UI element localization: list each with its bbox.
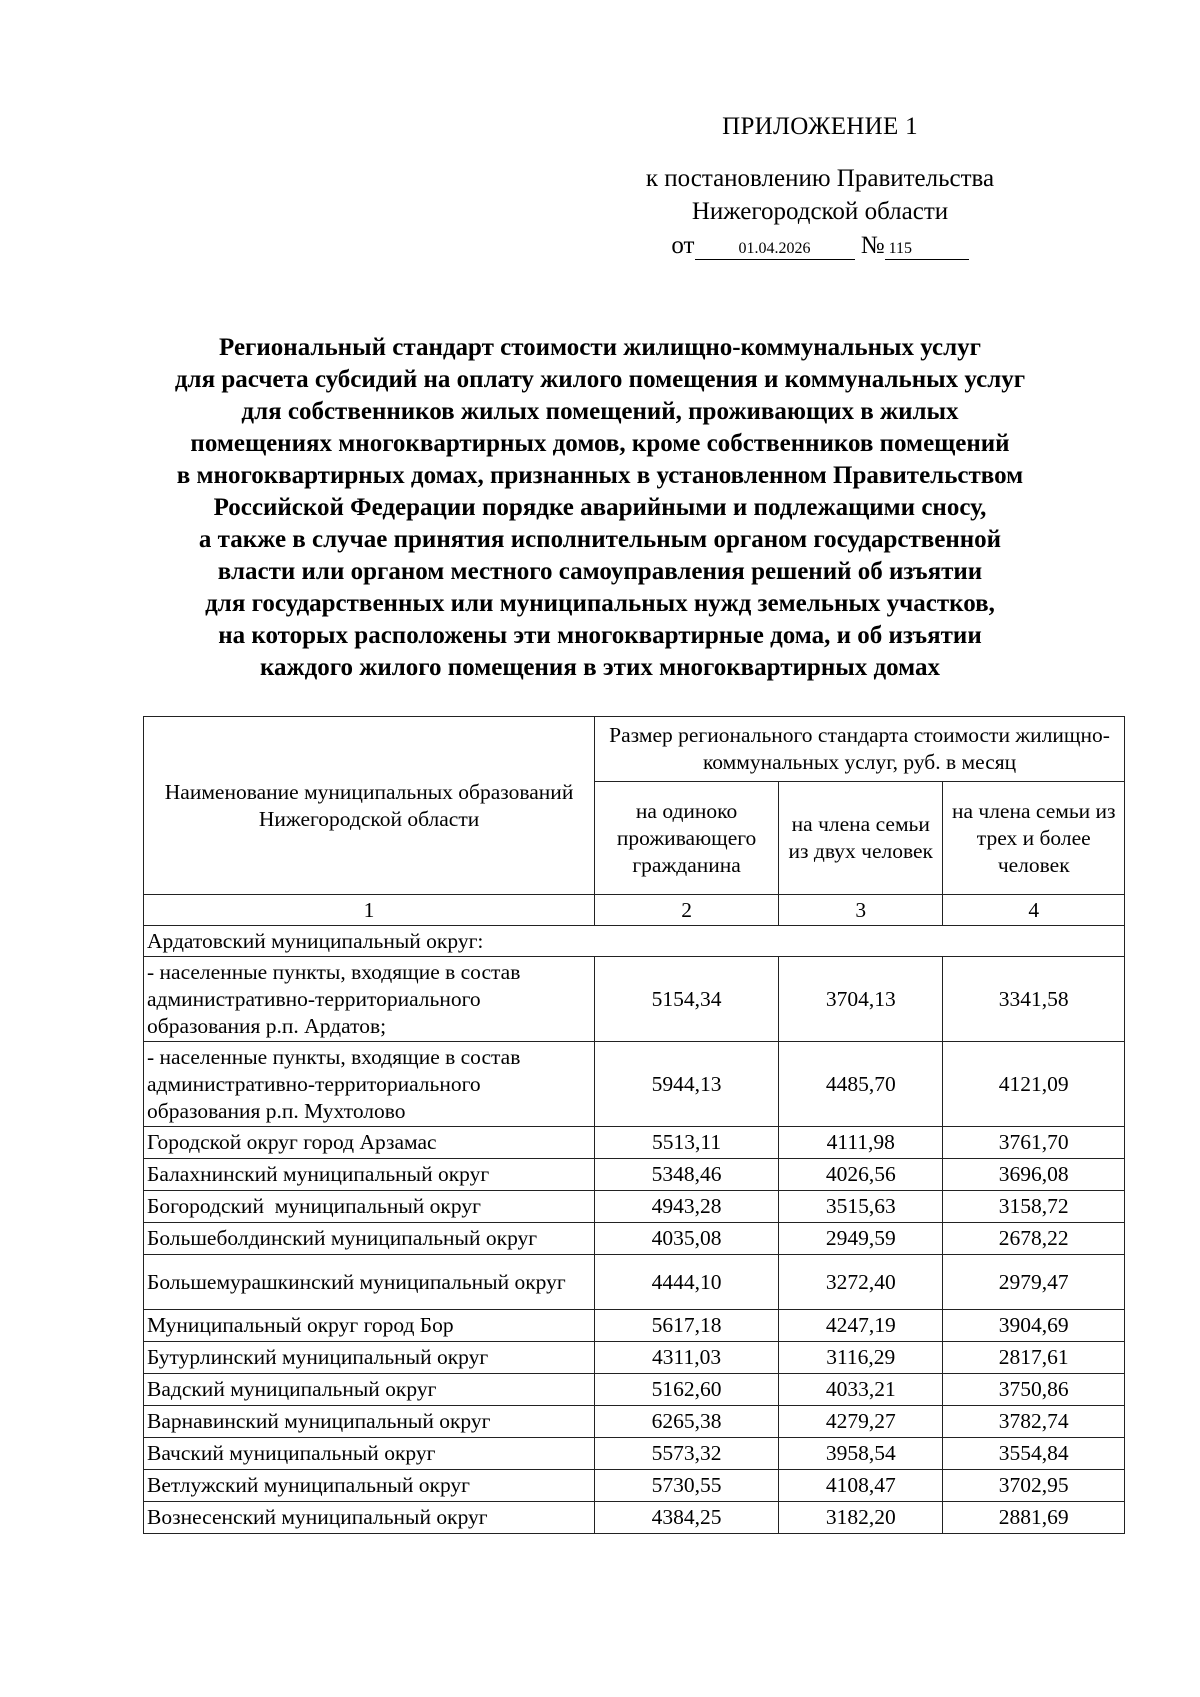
value-two: 4279,27 [779, 1406, 943, 1438]
header-standard-size: Размер регионального стандарта стоимости жилищно-коммунальных услуг, руб. в месяц [595, 717, 1125, 782]
value-two: 3182,20 [779, 1502, 943, 1534]
table-row [144, 1159, 1125, 1191]
value-three-plus: 2979,47 [943, 1255, 1125, 1310]
value-two: 2949,59 [779, 1223, 943, 1255]
value-three-plus: 3554,84 [943, 1438, 1125, 1470]
title-line: Российской Федерации порядке аварийными и подлежащими сносу, [213, 494, 987, 521]
value-single: 4311,03 [595, 1342, 779, 1374]
value-three-plus: 2817,61 [943, 1342, 1125, 1374]
table-row [144, 1342, 1125, 1374]
from-label: от [671, 232, 695, 259]
value-single: 5944,13 [595, 1042, 779, 1127]
municipality-name: Городской округ город Арзамас [144, 1127, 595, 1159]
group-name: Ардатовский муниципальный округ: [144, 926, 1125, 957]
header-single: на одиноко проживающего гражданина [595, 782, 779, 895]
value-three-plus: 3341,58 [943, 957, 1125, 1042]
table-row [144, 1406, 1125, 1438]
title-line: а также в случае принятия исполнительным органом государственной [198, 526, 1002, 553]
municipality-name: Бутурлинский муниципальный округ [144, 1342, 595, 1374]
value-three-plus: 3158,72 [943, 1191, 1125, 1223]
value-single: 5513,11 [595, 1127, 779, 1159]
value-three-plus: 3782,74 [943, 1406, 1125, 1438]
municipality-name: Варнавинский муниципальный округ [144, 1406, 595, 1438]
appendix-line-1: к постановлению Правительства [645, 165, 995, 192]
value-two: 3272,40 [779, 1255, 943, 1310]
title-line: для расчета субсидий на оплату жилого помещения и коммунальных услуг [174, 366, 1026, 393]
table-row [144, 1470, 1125, 1502]
value-two: 4108,47 [779, 1470, 943, 1502]
municipality-name: Ветлужский муниципальный округ [144, 1470, 595, 1502]
municipality-name: Большемурашкинский муниципальный округ [144, 1255, 595, 1310]
value-three-plus: 2678,22 [943, 1223, 1125, 1255]
value-two: 4485,70 [779, 1042, 943, 1127]
municipality-name: - населенные пункты, входящие в состав административно-территориального образования р.п. Мухтолово [144, 1042, 595, 1127]
title-line: Региональный стандарт стоимости жилищно-коммунальных услуг [219, 334, 981, 361]
value-single: 6265,38 [595, 1406, 779, 1438]
table-row [144, 957, 1125, 1042]
header-two-member: на члена семьи из двух человек [779, 782, 943, 895]
municipality-name: - населенные пункты, входящие в состав административно-территориального образования р.п. Ардатов; [144, 957, 595, 1042]
table-row [144, 1374, 1125, 1406]
appendix-line-2: Нижегородской области [691, 198, 949, 225]
value-three-plus: 3750,86 [943, 1374, 1125, 1406]
value-three-plus: 3904,69 [943, 1310, 1125, 1342]
standards-table [143, 716, 1125, 1534]
column-number: 4 [943, 895, 1125, 926]
value-single: 4444,10 [595, 1255, 779, 1310]
value-three-plus: 3696,08 [943, 1159, 1125, 1191]
value-three-plus: 4121,09 [943, 1042, 1125, 1127]
municipality-name: Вознесенский муниципальный округ [144, 1502, 595, 1534]
column-number: 3 [779, 895, 943, 926]
column-numbers-row [144, 895, 1125, 926]
value-two: 3704,13 [779, 957, 943, 1042]
value-three-plus: 3761,70 [943, 1127, 1125, 1159]
value-single: 4035,08 [595, 1223, 779, 1255]
title-line: помещениях многоквартирных домов, кроме собственников помещений [190, 430, 1010, 457]
value-two: 4026,56 [779, 1159, 943, 1191]
table-row [144, 1042, 1125, 1127]
value-single: 5162,60 [595, 1374, 779, 1406]
column-number: 1 [144, 895, 595, 926]
value-two: 4111,98 [779, 1127, 943, 1159]
value-single: 5154,34 [595, 957, 779, 1042]
table-row [144, 1223, 1125, 1255]
header-municipality: Наименование муниципальных образований Нижегородской области [144, 717, 595, 895]
municipality-name: Богородский муниципальный округ [144, 1191, 595, 1223]
table-row [144, 1310, 1125, 1342]
value-two: 3116,29 [779, 1342, 943, 1374]
table-row [144, 1438, 1125, 1470]
value-single: 4384,25 [595, 1502, 779, 1534]
document-title [130, 332, 1070, 684]
number-label: № [860, 232, 885, 259]
table-row [144, 1191, 1125, 1223]
value-two: 3515,63 [779, 1191, 943, 1223]
value-single: 5348,46 [595, 1159, 779, 1191]
group-row [144, 926, 1125, 957]
title-line: для собственников жилых помещений, проживающих в жилых [241, 398, 959, 425]
value-two: 4247,19 [779, 1310, 943, 1342]
value-single: 4943,28 [595, 1191, 779, 1223]
decree-number: 115 [885, 239, 969, 260]
municipality-name: Вадский муниципальный округ [144, 1374, 595, 1406]
value-two: 3958,54 [779, 1438, 943, 1470]
title-line: в многоквартирных домах, признанных в установленном Правительством [176, 462, 1024, 489]
value-single: 5573,32 [595, 1438, 779, 1470]
title-line: для государственных или муниципальных нужд земельных участков, [205, 590, 995, 617]
municipality-name: Муниципальный округ город Бор [144, 1310, 595, 1342]
value-two: 4033,21 [779, 1374, 943, 1406]
appendix-title: ПРИЛОЖЕНИЕ 1 [722, 113, 918, 140]
municipality-name: Балахнинский муниципальный округ [144, 1159, 595, 1191]
header-three-plus: на члена семьи из трех и более человек [943, 782, 1125, 895]
title-line: власти или органом местного самоуправления решений об изъятии [217, 558, 983, 585]
title-line: на которых расположены эти многоквартирные дома, и об изъятии [218, 622, 982, 649]
value-three-plus: 2881,69 [943, 1502, 1125, 1534]
value-single: 5617,18 [595, 1310, 779, 1342]
value-three-plus: 3702,95 [943, 1470, 1125, 1502]
table-row [144, 1502, 1125, 1534]
value-single: 5730,55 [595, 1470, 779, 1502]
decree-date: 01.04.2026 [695, 239, 855, 260]
title-line: каждого жилого помещения в этих многоквартирных домах [259, 654, 941, 681]
column-number: 2 [595, 895, 779, 926]
table-row [144, 1255, 1125, 1310]
municipality-name: Большеболдинский муниципальный округ [144, 1223, 595, 1255]
appendix-date-number [600, 232, 1040, 260]
table-row [144, 1127, 1125, 1159]
municipality-name: Вачский муниципальный округ [144, 1438, 595, 1470]
